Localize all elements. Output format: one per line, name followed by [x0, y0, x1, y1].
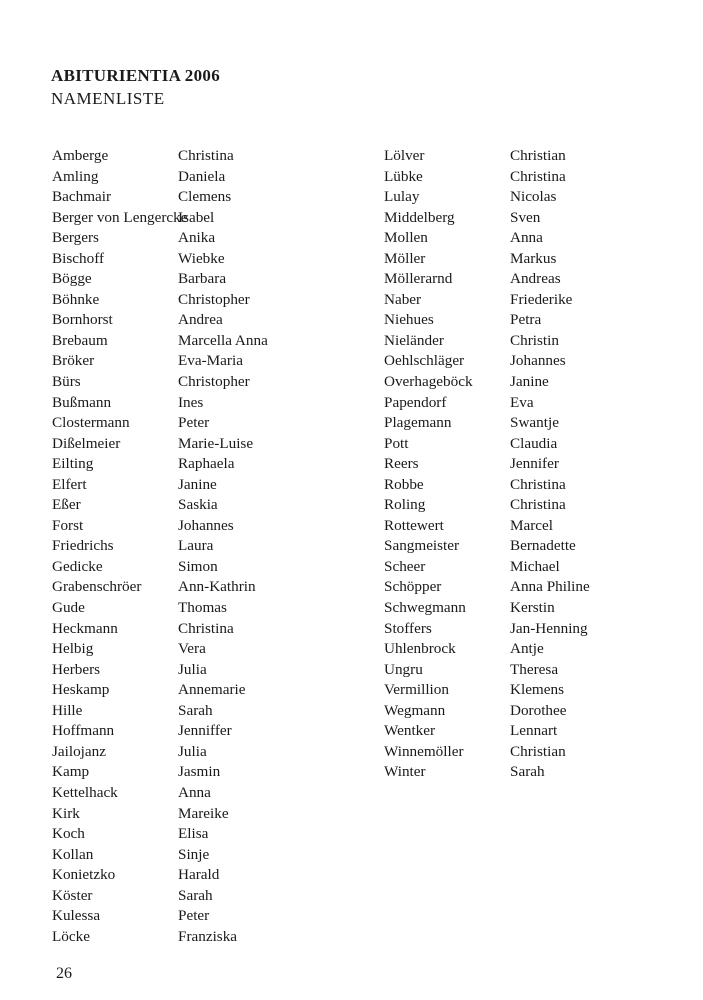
list-item — [52, 249, 352, 270]
surname: Bachmair — [52, 188, 112, 206]
surname: Winter — [384, 763, 426, 781]
surname: Bergers — [52, 229, 99, 247]
surname: Wentker — [384, 722, 436, 740]
surname: Naber — [384, 290, 422, 308]
surname: Forst — [52, 516, 84, 534]
surname: Bögge — [52, 270, 92, 288]
firstname: Claudia — [510, 434, 558, 452]
firstname: Christopher — [178, 290, 250, 308]
surname: Konietzko — [52, 866, 116, 884]
surname: Friedrichs — [52, 537, 114, 555]
list-item — [384, 577, 684, 598]
list-item — [384, 536, 684, 557]
firstname: Christina — [178, 147, 234, 164]
list-item — [384, 762, 684, 783]
firstname: Simon — [178, 557, 218, 575]
list-item — [52, 762, 352, 783]
list-item — [52, 639, 352, 660]
firstname: Anna — [178, 783, 211, 801]
firstname: Christina — [178, 619, 234, 637]
surname: Kettelhack — [52, 783, 118, 801]
firstname: Andreas — [510, 270, 561, 288]
list-item — [384, 557, 684, 578]
surname: Winnemöller — [384, 742, 464, 760]
firstname: Johannes — [510, 352, 566, 370]
surname: Lölver — [384, 147, 425, 164]
list-item — [384, 310, 684, 331]
surname: Hoffmann — [52, 722, 115, 740]
surname: Löcke — [52, 927, 90, 945]
list-item — [384, 660, 684, 681]
surname: Wegmann — [384, 701, 446, 719]
list-item — [52, 310, 352, 331]
firstname: Johannes — [178, 516, 234, 534]
list-item — [384, 742, 684, 763]
list-item — [384, 639, 684, 660]
firstname: Sarah — [178, 886, 213, 904]
list-item — [52, 208, 352, 229]
firstname: Dorothee — [510, 701, 567, 719]
firstname: Eva-Maria — [178, 352, 243, 370]
list-item — [384, 249, 684, 270]
list-item — [52, 434, 352, 455]
surname: Brebaum — [52, 331, 108, 349]
surname: Grabenschröer — [52, 578, 142, 596]
surname: Papendorf — [384, 393, 447, 411]
list-item — [384, 331, 684, 352]
firstname: Janine — [510, 373, 549, 391]
firstname: Petra — [510, 311, 542, 329]
surname: Vermillion — [384, 681, 449, 699]
surname: Elfert — [52, 475, 87, 493]
list-item — [52, 413, 352, 434]
surname: Plagemann — [384, 414, 452, 432]
surname: Uhlenbrock — [384, 640, 456, 658]
firstname: Ann-Kathrin — [178, 578, 256, 596]
list-item — [52, 495, 352, 516]
list-item — [384, 475, 684, 496]
surname: Amberge — [52, 147, 109, 164]
list-item — [52, 783, 352, 804]
surname: Middelberg — [384, 208, 455, 226]
list-item — [384, 454, 684, 475]
surname: Heskamp — [52, 681, 110, 699]
list-item — [52, 680, 352, 701]
list-item — [384, 434, 684, 455]
list-item — [52, 927, 352, 948]
firstname: Antje — [510, 640, 544, 658]
surname: Eilting — [52, 455, 94, 473]
firstname: Sinje — [178, 845, 210, 863]
list-item — [52, 824, 352, 845]
list-item — [52, 598, 352, 619]
firstname: Christian — [510, 742, 566, 760]
list-item — [52, 516, 352, 537]
firstname: Christian — [510, 147, 566, 164]
list-item — [52, 577, 352, 598]
list-item — [384, 146, 684, 167]
name-list-left-column — [52, 146, 352, 947]
list-item — [384, 228, 684, 249]
firstname: Lennart — [510, 722, 558, 740]
surname: Koch — [52, 825, 85, 843]
firstname: Barbara — [178, 270, 227, 288]
firstname: Christin — [510, 331, 559, 349]
surname: Dißelmeier — [52, 434, 121, 452]
firstname: Christina — [510, 475, 566, 493]
firstname: Jan-Henning — [510, 619, 588, 637]
name-list-right-column — [384, 146, 684, 783]
firstname: Harald — [178, 866, 220, 884]
page-number: 26 — [56, 965, 72, 982]
list-item — [52, 845, 352, 866]
firstname: Nicolas — [510, 188, 557, 206]
surname: Amling — [52, 167, 99, 185]
list-item — [52, 701, 352, 722]
firstname: Raphaela — [178, 455, 235, 473]
surname: Kamp — [52, 763, 90, 781]
firstname: Julia — [178, 742, 207, 760]
list-item — [52, 187, 352, 208]
list-item — [52, 660, 352, 681]
surname: Helbig — [52, 640, 94, 658]
firstname: Klemens — [510, 681, 564, 699]
firstname: Annemarie — [178, 681, 246, 699]
surname: Robbe — [384, 475, 424, 493]
list-item — [52, 228, 352, 249]
list-item — [52, 906, 352, 927]
list-item — [384, 167, 684, 188]
firstname: Marcel — [510, 516, 554, 534]
surname: Lübke — [384, 167, 423, 185]
surname: Bornhorst — [52, 311, 113, 329]
list-item — [52, 146, 352, 167]
list-item — [52, 619, 352, 640]
surname: Böhnke — [52, 290, 100, 308]
list-item — [52, 269, 352, 290]
surname: Heckmann — [52, 619, 118, 637]
page-title: ABITURIENTIA 2006 — [51, 66, 220, 85]
firstname: Markus — [510, 249, 557, 267]
list-item — [52, 475, 352, 496]
firstname: Marcella Anna — [178, 331, 268, 349]
firstname: Julia — [178, 660, 207, 678]
firstname: Anika — [178, 229, 216, 247]
list-item — [52, 331, 352, 352]
firstname: Swantje — [510, 414, 559, 432]
firstname: Christopher — [178, 373, 250, 391]
surname: Mollen — [384, 229, 428, 247]
firstname: Sarah — [510, 763, 545, 781]
firstname: Andrea — [178, 311, 223, 329]
firstname: Eva — [510, 393, 534, 411]
surname: Reers — [384, 455, 419, 473]
list-item — [52, 557, 352, 578]
list-item — [384, 290, 684, 311]
list-item — [384, 351, 684, 372]
firstname: Peter — [178, 414, 210, 432]
surname: Berger von Lengercke — [52, 208, 188, 226]
list-item — [384, 721, 684, 742]
list-item — [384, 598, 684, 619]
firstname: Christina — [510, 167, 566, 185]
firstname: Jenniffer — [178, 722, 232, 740]
surname: Sangmeister — [384, 537, 460, 555]
firstname: Thomas — [178, 599, 227, 617]
list-item — [384, 701, 684, 722]
surname: Gude — [52, 599, 85, 617]
surname: Jailojanz — [52, 742, 106, 760]
firstname: Franziska — [178, 927, 238, 945]
firstname: Daniela — [178, 167, 226, 185]
surname: Overhageböck — [384, 373, 473, 391]
surname: Bußmann — [52, 393, 112, 411]
surname: Rottewert — [384, 516, 444, 534]
list-item — [52, 536, 352, 557]
list-item — [384, 680, 684, 701]
list-item — [52, 351, 352, 372]
surname: Niehues — [384, 311, 434, 329]
surname: Nieländer — [384, 331, 444, 349]
surname: Stoffers — [384, 619, 432, 637]
firstname: Anna Philine — [510, 578, 590, 596]
surname: Bürs — [52, 373, 81, 391]
surname: Oehlschläger — [384, 352, 465, 370]
surname: Eßer — [52, 496, 81, 514]
list-item — [384, 495, 684, 516]
firstname: Peter — [178, 907, 210, 925]
list-item — [52, 721, 352, 742]
list-item — [384, 619, 684, 640]
firstname: Ines — [178, 393, 204, 411]
list-item — [52, 454, 352, 475]
list-item — [52, 290, 352, 311]
firstname: Marie-Luise — [178, 434, 254, 452]
list-item — [52, 393, 352, 414]
list-item — [384, 516, 684, 537]
list-item — [52, 167, 352, 188]
surname: Möllerarnd — [384, 270, 453, 288]
list-item — [384, 413, 684, 434]
firstname: Kerstin — [510, 599, 555, 617]
surname: Kirk — [52, 804, 80, 822]
surname: Möller — [384, 249, 426, 267]
firstname: Mareike — [178, 804, 229, 822]
firstname: Jasmin — [178, 763, 221, 781]
firstname: Clemens — [178, 188, 232, 206]
list-item — [52, 886, 352, 907]
surname: Pott — [384, 434, 409, 452]
surname: Ungru — [384, 660, 423, 678]
list-item — [52, 742, 352, 763]
surname: Bröker — [52, 352, 95, 370]
firstname: Wiebke — [178, 249, 225, 267]
list-item — [384, 269, 684, 290]
surname: Clostermann — [52, 414, 130, 432]
firstname: Friederike — [510, 290, 573, 308]
surname: Kulessa — [52, 907, 101, 925]
surname: Schwegmann — [384, 599, 466, 617]
firstname: Sven — [510, 208, 541, 226]
firstname: Jennifer — [510, 455, 559, 473]
firstname: Theresa — [510, 660, 559, 678]
list-item — [384, 208, 684, 229]
list-item — [384, 393, 684, 414]
surname: Kollan — [52, 845, 94, 863]
firstname: Michael — [510, 557, 560, 575]
list-item — [52, 372, 352, 393]
firstname: Saskia — [178, 496, 218, 514]
firstname: Laura — [178, 537, 214, 555]
surname: Gedicke — [52, 557, 103, 575]
page-subtitle: NAMENLISTE — [51, 89, 165, 108]
list-item — [384, 187, 684, 208]
surname: Herbers — [52, 660, 101, 678]
firstname: Vera — [178, 640, 206, 658]
list-item — [384, 372, 684, 393]
firstname: Anna — [510, 229, 543, 247]
surname: Lulay — [384, 188, 420, 206]
firstname: Isabel — [178, 208, 215, 226]
firstname: Sarah — [178, 701, 213, 719]
surname: Hille — [52, 701, 83, 719]
surname: Köster — [52, 886, 93, 904]
surname: Scheer — [384, 557, 426, 575]
firstname: Christina — [510, 496, 566, 514]
firstname: Elisa — [178, 825, 209, 843]
surname: Schöpper — [384, 578, 442, 596]
surname: Bischoff — [52, 249, 105, 267]
firstname: Bernadette — [510, 537, 576, 555]
list-item — [52, 865, 352, 886]
firstname: Janine — [178, 475, 217, 493]
surname: Roling — [384, 496, 426, 514]
list-item — [52, 804, 352, 825]
